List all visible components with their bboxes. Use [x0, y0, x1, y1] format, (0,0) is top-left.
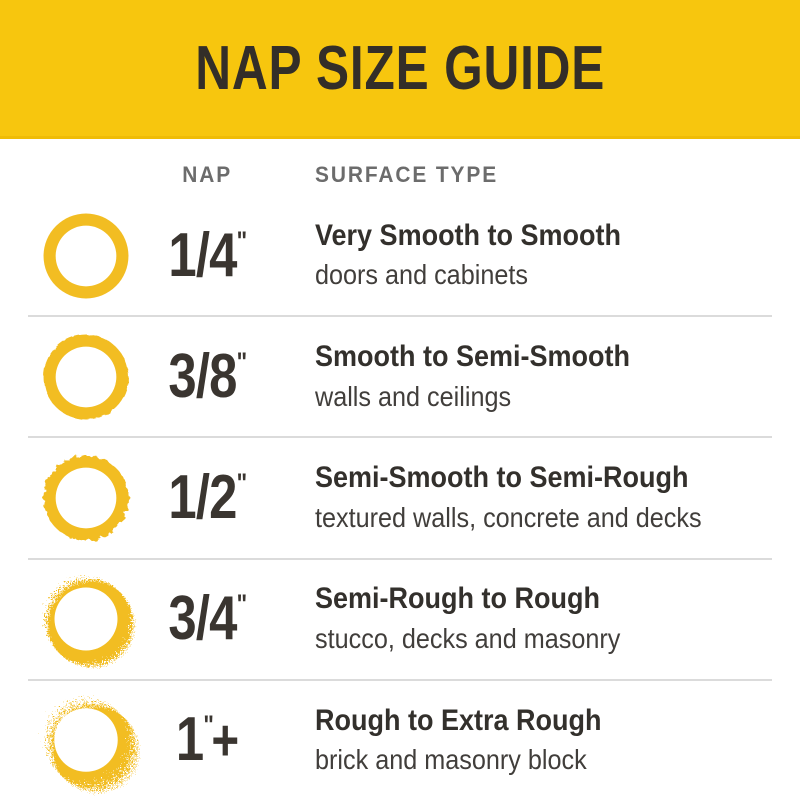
inch-mark: " [237, 346, 246, 377]
column-header-surface [315, 162, 508, 188]
surface-type-description: walls and ceilings [315, 380, 512, 412]
nap-size-value: 1/4" [168, 220, 246, 290]
nap-column-label: NAP [182, 162, 232, 187]
surface-info [315, 340, 800, 414]
surface-info [315, 582, 800, 656]
inch-mark: " [203, 710, 212, 741]
nap-size-value: 3/8" [168, 341, 246, 411]
column-header-nap [142, 162, 272, 188]
column-headers [0, 139, 800, 196]
surface-info [315, 704, 800, 778]
nap-ring-rough-icon [30, 565, 142, 673]
nap-ring-extra-rough-icon [30, 684, 142, 796]
surface-type-description: stucco, decks and masonry [315, 622, 621, 654]
surface-type-title: Very Smooth to Smooth [315, 218, 622, 252]
nap-ring-slightly-textured-icon [30, 325, 142, 429]
nap-size-value: 1"+ [175, 705, 239, 775]
nap-ring-smooth-icon [30, 204, 142, 308]
inch-mark: " [237, 225, 246, 256]
nap-size-value: 1/2" [168, 463, 246, 532]
inch-mark: " [237, 468, 246, 498]
header-band [0, 0, 800, 139]
surface-type-title: Smooth to Semi-Smooth [315, 340, 630, 374]
surface-type-title: Rough to Extra Rough [315, 703, 602, 737]
guide-row-three-eighths-inch [0, 317, 800, 436]
surface-type-description: brick and masonry block [315, 744, 587, 776]
surface-type-title: Semi-Smooth to Semi-Rough [315, 461, 689, 495]
surface-info [315, 461, 800, 535]
surface-type-description: textured walls, concrete and decks [315, 501, 702, 533]
guide-rows [0, 196, 800, 800]
guide-row-half-inch [0, 438, 800, 557]
surface-type-title: Semi-Rough to Rough [315, 582, 600, 616]
guide-row-one-inch-plus [0, 681, 800, 800]
page-title: NAP SIZE GUIDE [195, 33, 605, 103]
inch-mark: " [237, 589, 246, 620]
plus-sign: + [211, 708, 239, 774]
nap-size-value: 3/4" [168, 584, 246, 654]
surface-info [315, 219, 800, 293]
guide-row-three-quarters-inch [0, 560, 800, 679]
surface-type-description: doors and cabinets [315, 259, 528, 291]
nap-ring-textured-icon [30, 446, 142, 550]
guide-row-quarter-inch [0, 196, 800, 315]
surface-column-label: SURFACE TYPE [315, 162, 499, 187]
